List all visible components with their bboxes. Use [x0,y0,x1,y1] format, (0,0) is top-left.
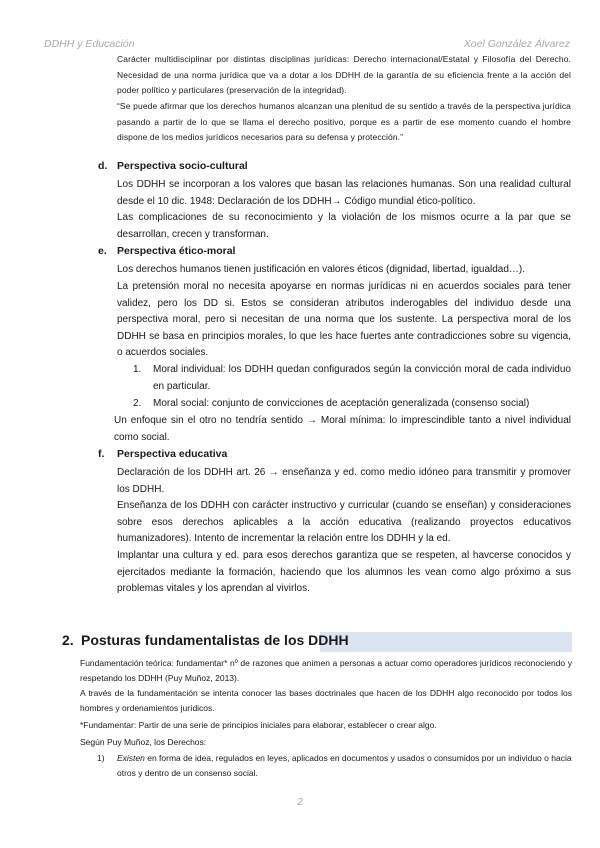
section-2-paragraph-2: A través de la fundamentación se intenta conocer las bases doctrinales que hacen de los DDHH algo reconocido por todos los hombres y ordenamientos jurídicos. [80,688,572,713]
list-item-number: 1) [97,753,105,763]
section-d-letter: d. [98,160,108,172]
list-item-emphasis: Existen [117,753,145,763]
section-2-paragraph-4: Según Puy Muñoz, los Derechos: [80,737,207,747]
section-f-title: Perspectiva educativa [117,448,228,460]
page-number: 2 [297,797,303,808]
list-item-text: Moral individual: los DDHH quedan configurados según la convicción moral de cada individuo en particular. [153,364,571,392]
section-2-heading-shading [320,632,572,652]
section-d-paragraph-2: Las complicaciones de su reconocimiento y la violación de los mismos ocurre a la par que se desarrollan, crecen y transforman. [117,212,571,240]
section-e-paragraph-3: Un enfoque sin el otro no tendría sentido → Moral mínima: lo imprescindible tanto a nivel individual como social. [114,415,571,443]
section-d-paragraph-1: Los DDHH se incorporan a los valores que basan las relaciones humanas. Son una realidad cultural desde el 10 dic. 1948: Declaración de los DDHH→ Código mundial ético-político. [117,179,571,207]
section-f-letter: f. [98,448,105,460]
header-course-title: DDHH y Educación [44,38,135,50]
section-e-paragraph-2: La pretensión moral no necesita apoyarse en normas jurídicas ni en acuerdos sociales para tener validez, pero los DD si. Estos se consideran atributos inderogables del individuo desde una perspectiva moral, pero si necesitan de una norma que los sustente. La perspectiva moral de los DDHH se basa en principios morales, lo que les hace fuertes ante contradicciones sobre su vigencia, o acuerdos sociales. [117,281,571,358]
intro-paragraph: Carácter multidisciplinar por distintas disciplinas jurídicas: Derecho internacional/Estatal y Filosofía del Derecho. Necesidad de una norma jurídica que va a dotar a los DDHH de la garantía de su eficiencia frente a la acción del poder político y particulares (preservación de la integridad). [117,54,571,95]
section-e-letter: e. [98,245,107,257]
list-item-rest: en forma de idea, regulados en leyes, aplicados en documentos y usados o consumidos por un individuo o hacia otros y dentro de un consenso social. [117,753,572,778]
header-author: Xoel González Álvarez [463,38,570,50]
section-e-title: Perspectiva ético-moral [117,245,236,257]
section-2-footnote: *Fundamentar: Partir de una serie de principios iniciales para elaborar, establecer o crear algo. [80,720,437,730]
section-f-paragraph-1: Declaración de los DDHH art. 26 → enseñanza y ed. como medio idóneo para transmitir y promover los DDHH. [117,467,571,495]
intro-quote: “Se puede afirmar que los derechos humanos alcanzan una plenitud de su sentido a través de la perspectiva jurídica pasando a partir de lo que se llama el derecho positivo, porque es a partir de ese momento cuando el hombre dispone de los medios jurídicos necesarios para su defensa y protección.” [117,101,571,142]
section-e-paragraph-1: Los derechos humanos tienen justificación en valores éticos (dignidad, libertad, igualdad…). [117,264,526,275]
section-2-title: Posturas fundamentalistas de los DDHH [81,632,349,648]
section-2-paragraph-1: Fundamentación teórica: fundamentar* nº de razones que animen a personas a actuar como operadores jurídicos reconociendo y respetando los DDHH (Puy Muñoz, 2013). [80,658,572,683]
list-item-number: 2. [133,398,142,409]
section-d-title: Perspectiva socio-cultural [117,160,248,172]
list-item-number: 1. [133,364,142,375]
section-2-number: 2. [62,632,74,648]
list-item-text: Moral social: conjunto de convicciones de aceptación generalizada (consenso social) [153,398,530,409]
page-header [44,38,570,52]
section-f-paragraph-2: Enseñanza de los DDHH con carácter instructivo y curricular (cuando se enseñan) y consideraciones sobre esos derechos aplicables a la acción educativa (realizando proyectos educativos humanizadores). Intento de incrementar la relación entre los DDHH y la ed. [117,500,571,544]
list-item-text [117,751,572,780]
section-f-paragraph-3: Implantar una cultura y ed. para esos derechos garantiza que se respeten, al havcerse conocidos y ejercitados mediante la formación, haciendo que los alumnos les vean como algo próximo a sus problemas vitales y los aprendan al vivirlos. [117,550,571,594]
